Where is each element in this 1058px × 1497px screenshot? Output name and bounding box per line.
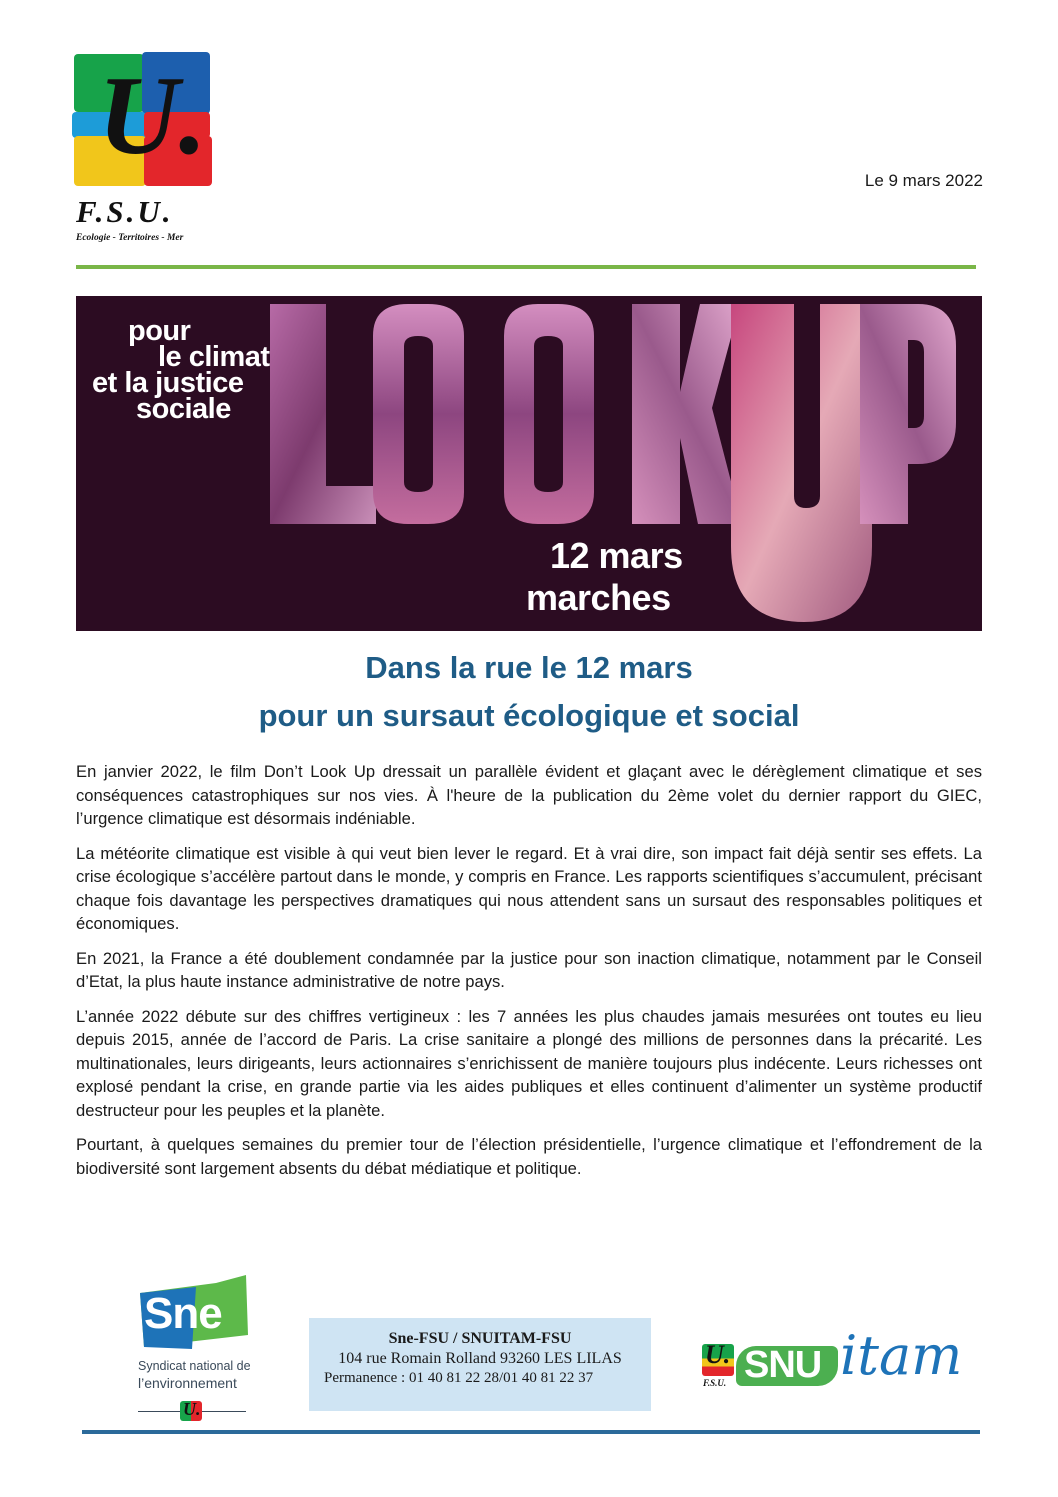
fsu-logo-subtitle: Ecologie - Territoires - Mer (76, 233, 184, 243)
article-body (76, 760, 982, 1191)
contact-address: 104 rue Romain Rolland 93260 LES LILAS (338, 1350, 622, 1367)
look-up-banner (76, 296, 982, 631)
page-title-line-2: pour un sursaut écologique et social (258, 698, 800, 733)
document-date: Le 9 mars 2022 (864, 171, 983, 190)
letter-o-1 (373, 304, 464, 524)
snuitam-fsu-mark-letter: U. (705, 1340, 731, 1369)
page-title-line-1: Dans la rue le 12 mars (365, 650, 693, 685)
sne-logo (136, 1275, 252, 1425)
banner-date-line-2: marches (526, 577, 671, 618)
fsu-logo-color-blocks (68, 46, 214, 192)
letter-k (632, 304, 742, 524)
sne-logo-line-2: l’environnement (138, 1375, 237, 1391)
snuitam-logo (700, 1322, 972, 1406)
paragraph: Pourtant, à quelques semaines du premier tour de l’élection présidentielle, l’urgence climatique et l’effondrement de la biodiversité sont largement absents du débat médiatique et politique. (76, 1135, 982, 1178)
paragraph: En janvier 2022, le film Don’t Look Up dressait un parallèle évident et glaçant avec le dérèglement climatique et ses conséquences catastrophiques sur nos vies. À l'heure de la publication du 2ème volet du dernier rapport du GIEC, l’urgence climatique est désormais indéniable. (76, 762, 982, 828)
header-divider (76, 265, 976, 269)
letter-l (270, 304, 376, 524)
sne-logo-line-1: Syndicat national de (138, 1359, 251, 1373)
footer-divider (82, 1430, 980, 1434)
contact-phone: Permanence : 01 40 81 22 28/01 40 81 22 37 (324, 1370, 594, 1386)
paragraph: La météorite climatique est visible à qui veut bien lever le regard. Et à vrai dire, son impact fait déjà sentir ses effets. La crise écologique s’accélère partout dans le monde, y compris en France. Les rapports scientifiques s’accumulent, précisant chaque fois davantage les perspectives dramatiques qui nous attendent sans un sursaut des responsables politiques et économiques. (76, 843, 982, 933)
fsu-logo-mark: U. (98, 54, 207, 178)
fsu-logo (68, 46, 218, 246)
paragraph: En 2021, la France a été doublement condamnée par la justice pour son inaction climatique, notamment par le Conseil d’Etat, la plus haute instance administrative de notre pays. (76, 948, 982, 991)
snuitam-fsu-label: F.S.U. (703, 1378, 727, 1388)
paragraph: L’année 2022 débute sur des chiffres vertigineux : les 7 années les plus chaudes jamais mesurées ont toutes eu lieu depuis 2015, année de l’accord de Paris. La crise sanitaire a plongé des millions de personnes dans la précarité. Les multinationales, leurs dirigeants, leurs actionnaires s’enrichissent de manière toujours plus indécente. Leurs richesses ont explosé pendant la crise, en grande partie via les aides publiques et elles continuent d’alimenter un système productif destructeur pour les peuples et la planète. (76, 1006, 982, 1120)
banner-slogan-line-3: et la justice (92, 367, 244, 399)
banner-date-line-1: 12 mars (550, 535, 683, 576)
banner-slogan-line-2: le climat (158, 341, 270, 373)
sne-logo-name: Sne (144, 1289, 222, 1338)
letter-p (860, 304, 956, 524)
letter-o-2 (504, 304, 594, 524)
banner-slogan-line-4: sociale (136, 393, 231, 425)
letter-u (731, 304, 872, 622)
snuitam-snu-text: SNU (744, 1344, 822, 1386)
fsu-logo-letters: F.S.U. (76, 194, 174, 229)
sne-logo-mark-letter: U. (183, 1399, 201, 1419)
snuitam-itam-text: itam (840, 1324, 963, 1387)
contact-box (309, 1318, 651, 1411)
banner-slogan-line-1: pour (128, 315, 191, 347)
contact-org: Sne-FSU / SNUITAM-FSU (388, 1330, 572, 1347)
